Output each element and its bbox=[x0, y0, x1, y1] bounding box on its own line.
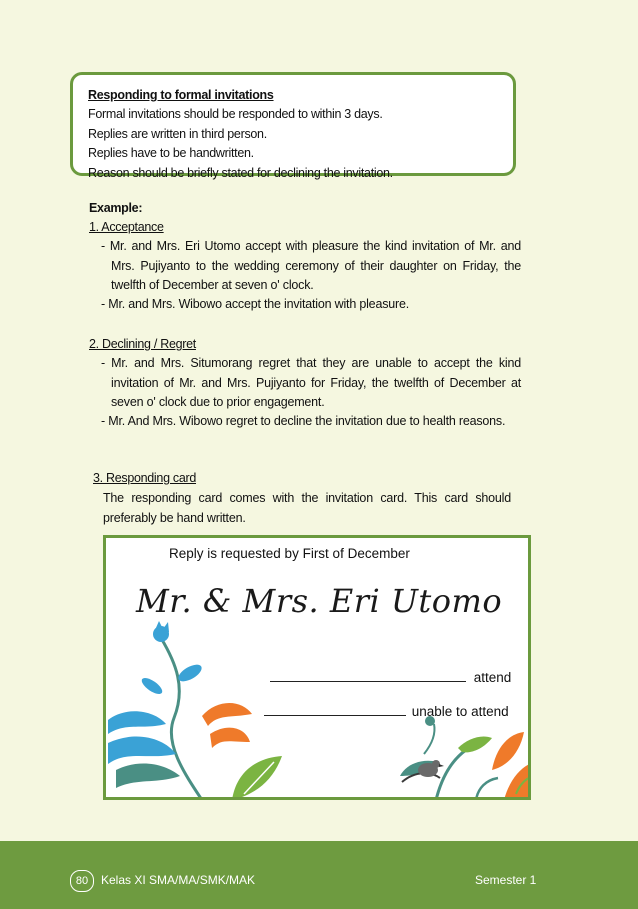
rules-box bbox=[70, 72, 516, 180]
acceptance-item-1: - Mr. and Mrs. Eri Utomo accept with pleasure the kind invitation of Mr. and Mrs. Pujiyanto to the wedding ceremony of their daughter on Friday, the twelfth of December at seven o' clock. bbox=[101, 239, 521, 292]
attend-blank[interactable] bbox=[270, 667, 466, 682]
semester-label: Semester 1 bbox=[475, 873, 537, 887]
rule-line: Formal invitations should be responded to within 3 days. bbox=[88, 107, 383, 121]
attend-label: attend bbox=[473, 670, 512, 685]
page-footer bbox=[0, 841, 638, 909]
declining-item-2: - Mr. And Mrs. Wibowo regret to decline the invitation due to health reasons. bbox=[101, 414, 506, 428]
responding-text: The responding card comes with the invitation card. This card should preferably be hand written. bbox=[103, 491, 511, 525]
page-number: 80 bbox=[70, 870, 94, 892]
acceptance-item-2: - Mr. and Mrs. Wibowo accept the invitation with pleasure. bbox=[101, 297, 409, 311]
reply-request-text: Reply is requested by First of December bbox=[169, 546, 410, 561]
invitee-names: Mr. & Mrs. Eri Utomo bbox=[136, 582, 503, 620]
rule-line: Reason should be briefly stated for declining the invitation. bbox=[88, 165, 393, 180]
reply-card bbox=[103, 535, 531, 800]
rule-line: Replies are written in third person. bbox=[88, 126, 267, 141]
responding-heading: 3. Responding card bbox=[93, 471, 197, 485]
attend-line bbox=[270, 667, 511, 685]
rules-title: Responding to formal invitations bbox=[88, 88, 274, 102]
acceptance-heading: 1. Acceptance bbox=[89, 220, 164, 234]
example-label: Example: bbox=[89, 201, 143, 215]
unable-line bbox=[264, 701, 509, 719]
declining-item-1: - Mr. and Mrs. Situmorang regret that they are unable to accept the kind invitation of Mr. and Mrs. Pujiyanto for Friday, the twelfth of December at seven o' clock due to prior engagement. bbox=[101, 356, 521, 409]
declining-heading: 2. Declining / Regret bbox=[89, 337, 196, 351]
unable-label: unable to attend bbox=[411, 704, 509, 719]
unable-blank[interactable] bbox=[264, 701, 406, 716]
book-title: Kelas XI SMA/MA/SMK/MAK bbox=[101, 873, 256, 887]
rule-line: Replies have to be handwritten. bbox=[88, 146, 254, 160]
